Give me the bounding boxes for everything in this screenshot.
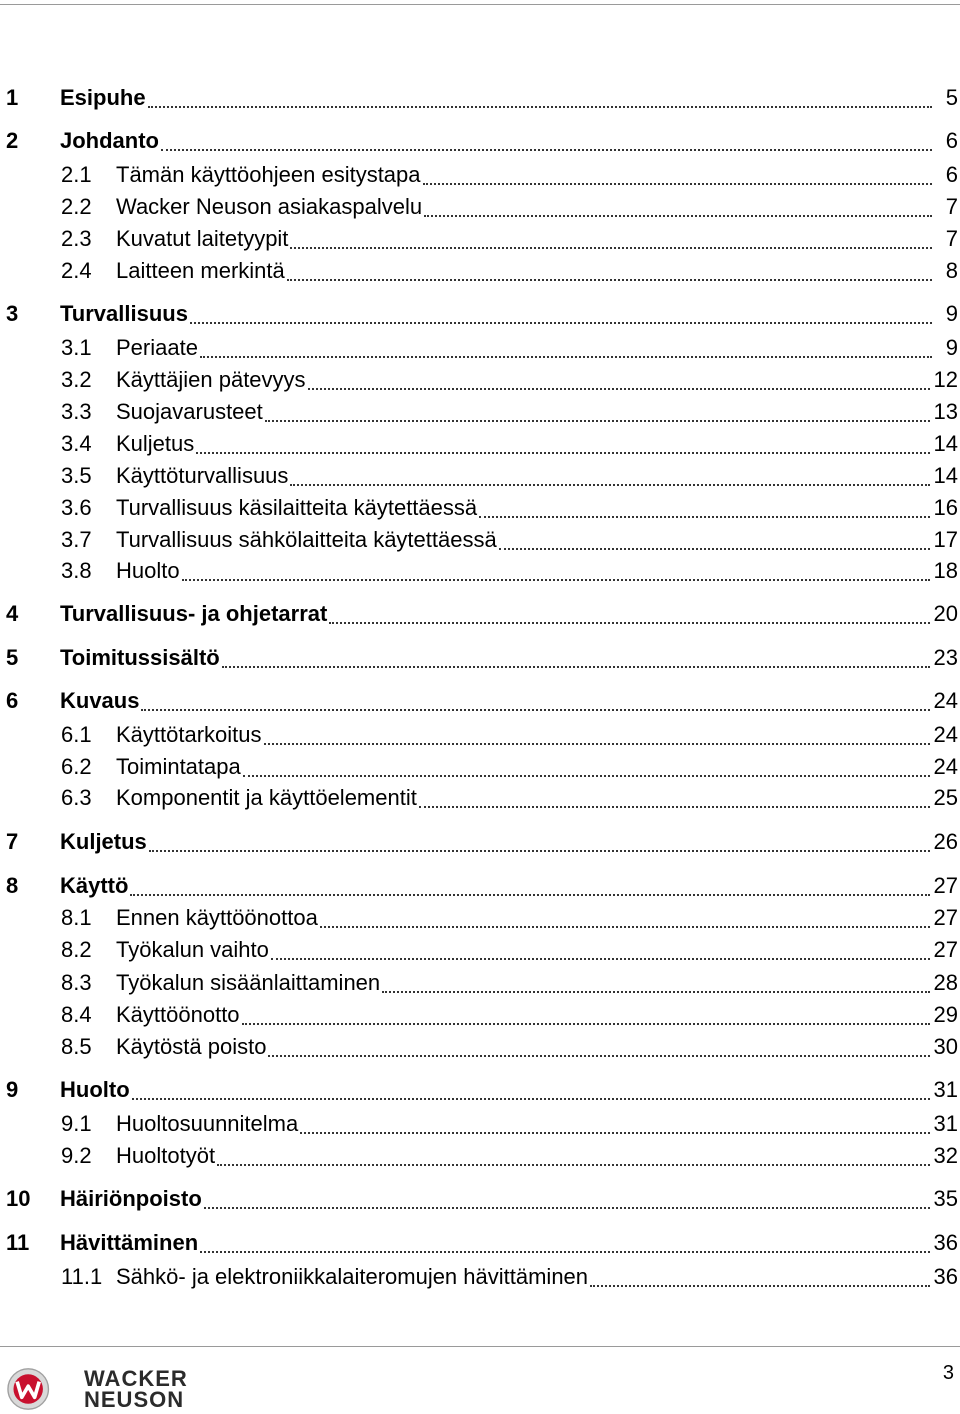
toc-entry-number: 9 (6, 1077, 19, 1102)
toc-entry[interactable] (0, 493, 960, 523)
toc-leader-dots (130, 872, 929, 896)
toc-entry-line (116, 334, 960, 362)
toc-entry-title: Kuvatut laitetyypit (116, 226, 289, 251)
toc-leader-dots (204, 1185, 930, 1209)
toc-entry-title: Laitteen merkintä (116, 258, 285, 283)
toc-entry[interactable] (0, 783, 960, 813)
toc-entry[interactable] (0, 752, 960, 782)
toc-entry-line (116, 936, 960, 964)
toc-entry-line (60, 644, 960, 672)
toc-entry[interactable] (0, 1109, 960, 1139)
toc-entry-number: 3.6 (61, 495, 92, 520)
toc-entry[interactable] (0, 1000, 960, 1030)
toc-entry-line (60, 600, 960, 628)
toc-entry[interactable] (0, 1075, 960, 1105)
toc-entry[interactable] (0, 643, 960, 673)
toc-entry-page: 9 (945, 335, 958, 360)
toc-entry-number: 3.8 (61, 558, 92, 583)
toc-entry-number: 2.1 (61, 162, 92, 187)
toc-leader-dots (308, 366, 930, 390)
toc-entry-page: 14 (933, 431, 958, 456)
brand-line-2: NEUSON (84, 1387, 185, 1412)
toc-entry[interactable] (0, 686, 960, 716)
toc-entry[interactable] (0, 935, 960, 965)
toc-entry-number: 2.3 (61, 226, 92, 251)
toc-leader-dots (423, 161, 932, 185)
toc-entry-number: 6 (6, 688, 19, 713)
toc-entry-title: Käyttö (60, 873, 129, 898)
toc-entry-page: 8 (945, 258, 958, 283)
toc-entry[interactable] (0, 461, 960, 491)
toc-leader-dots (300, 1110, 929, 1134)
toc-entry-title: Toimintatapa (116, 754, 241, 779)
toc-entry-line (116, 257, 960, 285)
toc-entry-title: Huoltosuunnitelma (116, 1111, 299, 1136)
toc-entry-title: Käytöstä poisto (116, 1034, 267, 1059)
toc-entry[interactable] (0, 827, 960, 857)
toc-entry-line (60, 687, 960, 715)
toc-entry-number: 8 (6, 873, 19, 898)
page-number: 3 (942, 1362, 954, 1384)
toc-entry-page: 27 (933, 873, 958, 898)
toc-entry[interactable] (0, 871, 960, 901)
toc-entry-number: 7 (6, 829, 19, 854)
toc-leader-dots (242, 1001, 930, 1025)
toc-leader-dots (329, 600, 929, 624)
toc-leader-dots (141, 687, 929, 711)
toc-entry[interactable] (0, 968, 960, 998)
toc-entry-number: 8.1 (61, 905, 92, 930)
toc-entry-line (116, 753, 960, 781)
toc-entry-title: Käyttäjien pätevyys (116, 367, 306, 392)
toc-leader-dots (265, 398, 930, 422)
toc-leader-dots (590, 1263, 929, 1287)
toc-leader-dots (290, 225, 932, 249)
toc-entry-title: Kuvaus (60, 688, 140, 713)
brand-wordmark (84, 1368, 188, 1410)
toc-leader-dots (479, 494, 929, 518)
toc-entry[interactable] (0, 256, 960, 286)
toc-entry-page: 31 (933, 1111, 958, 1136)
toc-entry-title: Sähkö- ja elektroniikkalaiteromujen hävittäminen (116, 1264, 589, 1289)
toc-entry-line (60, 1229, 960, 1257)
brand-line-1: WACKER (84, 1366, 188, 1391)
toc-entry-line (116, 721, 960, 749)
toc-entry-title: Käyttöönotto (116, 1002, 240, 1027)
toc-entry-page: 24 (933, 754, 958, 779)
toc-entry-number: 9.1 (61, 1111, 92, 1136)
toc-entry-page: 7 (945, 194, 958, 219)
toc-entry-number: 3.1 (61, 335, 92, 360)
toc-entry-page: 24 (933, 688, 958, 713)
toc-entry-number: 3 (6, 301, 19, 326)
toc-entry-line (60, 828, 960, 856)
toc-entry-title: Tämän käyttöohjeen esitystapa (116, 162, 421, 187)
toc-entry-line (116, 1263, 960, 1291)
toc-entry-number: 8.5 (61, 1034, 92, 1059)
toc-entry-title: Johdanto (60, 128, 159, 153)
toc-leader-dots (217, 1142, 929, 1166)
toc-entry-title: Wacker Neuson asiakaspalvelu (116, 194, 423, 219)
toc-entry-page: 12 (933, 367, 958, 392)
toc-entry-title: Käyttöturvallisuus (116, 463, 289, 488)
toc-entry[interactable] (0, 160, 960, 190)
toc-entry-title: Esipuhe (60, 85, 146, 110)
toc-entry-title: Toimitussisältö (60, 645, 220, 670)
toc-entry-page: 16 (933, 495, 958, 520)
toc-entry-line (116, 526, 960, 554)
toc-entry[interactable] (0, 1228, 960, 1258)
toc-entry[interactable] (0, 599, 960, 629)
top-rule (0, 4, 960, 5)
toc-entry-line (116, 784, 960, 812)
toc-entry-line (116, 1033, 960, 1061)
toc-leader-dots (419, 784, 930, 808)
toc-entry-page: 28 (933, 970, 958, 995)
toc-leader-dots (182, 557, 930, 581)
toc-leader-dots (222, 644, 930, 668)
toc-entry-page: 13 (933, 399, 958, 424)
toc-entry[interactable] (0, 1141, 960, 1171)
toc-entry[interactable] (0, 1032, 960, 1062)
toc-entry-number: 8.3 (61, 970, 92, 995)
toc-entry-line (60, 300, 960, 328)
toc-entry-title: Komponentit ja käyttöelementit (116, 785, 417, 810)
toc-entry-number: 11 (6, 1230, 30, 1255)
toc-entry-page: 25 (933, 785, 958, 810)
toc-entry-number: 6.2 (61, 754, 92, 779)
toc-entry-title: Turvallisuus (60, 301, 188, 326)
toc-leader-dots (290, 462, 929, 486)
toc-entry-title: Työkalun sisäänlaittaminen (116, 970, 381, 995)
toc-entry[interactable] (0, 903, 960, 933)
toc-entry-page: 24 (933, 722, 958, 747)
toc-entry-number: 3.2 (61, 367, 92, 392)
toc-entry[interactable] (0, 556, 960, 586)
toc-entry-page: 30 (933, 1034, 958, 1059)
toc-entry-number: 6.1 (61, 722, 92, 747)
toc-entry[interactable] (0, 1262, 960, 1292)
toc-entry-number: 2.4 (61, 258, 92, 283)
toc-entry-line (116, 225, 960, 253)
toc-entry-line (60, 1185, 960, 1213)
toc-leader-dots (200, 334, 932, 358)
toc-entry-line (60, 872, 960, 900)
toc-entry-page: 23 (933, 645, 958, 670)
toc-entry-title: Suojavarusteet (116, 399, 263, 424)
toc-entry-line (116, 1001, 960, 1029)
toc-entry-page: 7 (945, 226, 958, 251)
toc-entry-title: Kuljetus (116, 431, 195, 456)
toc-entry-page: 27 (933, 905, 958, 930)
toc-entry-page: 31 (933, 1077, 958, 1102)
toc-leader-dots (499, 526, 930, 550)
toc-entry-line (116, 1110, 960, 1138)
toc-entry-line (116, 904, 960, 932)
toc-entry-page: 26 (933, 829, 958, 854)
toc-entry-page: 32 (933, 1143, 958, 1168)
toc-entry-number: 10 (6, 1186, 31, 1211)
toc-entry-line (116, 494, 960, 522)
toc-entry-page: 20 (933, 601, 958, 626)
toc-leader-dots (149, 828, 930, 852)
toc-entry-line (116, 969, 960, 997)
toc-leader-dots (271, 936, 930, 960)
toc-entry-title: Huolto (60, 1077, 130, 1102)
toc-entry-title: Huolto (116, 558, 180, 583)
toc-entry-page: 27 (933, 937, 958, 962)
toc-entry-title: Turvallisuus sähkölaitteita käytettäessä (116, 527, 497, 552)
toc-entry-title: Periaate (116, 335, 198, 360)
toc-entry-page: 6 (945, 128, 958, 153)
toc-entry-line (116, 462, 960, 490)
toc-entry[interactable] (0, 83, 960, 113)
toc-entry-title: Käyttötarkoitus (116, 722, 262, 747)
toc-entry-page: 6 (945, 162, 958, 187)
toc-leader-dots (132, 1076, 930, 1100)
toc-entry[interactable] (0, 429, 960, 459)
toc-entry[interactable] (0, 720, 960, 750)
toc-leader-dots (243, 753, 930, 777)
toc-entry-title: Työkalun vaihto (116, 937, 269, 962)
toc-leader-dots (200, 1229, 929, 1253)
toc-entry-number: 5 (6, 645, 19, 670)
toc-entry-page: 14 (933, 463, 958, 488)
toc-entry-line (60, 1076, 960, 1104)
toc-entry-number: 1 (6, 85, 19, 110)
toc-entry-line (116, 161, 960, 189)
toc-leader-dots (190, 300, 932, 324)
toc-entry-number: 2 (6, 128, 19, 153)
toc-entry[interactable] (0, 1184, 960, 1214)
bottom-rule (0, 1346, 960, 1347)
toc-entry-title: Ennen käyttöönottoa (116, 905, 318, 930)
toc-entry-title: Hävittäminen (60, 1230, 199, 1255)
toc-leader-dots (196, 430, 929, 454)
toc-entry[interactable] (0, 126, 960, 156)
toc-entry-line (116, 398, 960, 426)
toc-entry-line (116, 430, 960, 458)
toc-entry-title: Huoltotyöt (116, 1143, 216, 1168)
toc-entry-number: 11.1 (61, 1264, 103, 1289)
toc-entry-number: 9.2 (61, 1143, 92, 1168)
toc-entry[interactable] (0, 525, 960, 555)
toc-entry-line (116, 1142, 960, 1170)
toc-entry-line (60, 127, 960, 155)
toc-entry-page: 17 (933, 527, 958, 552)
toc-entry-number: 3.7 (61, 527, 92, 552)
toc-entry-number: 3.5 (61, 463, 92, 488)
toc-leader-dots (268, 1033, 929, 1057)
toc-entry-page: 35 (933, 1186, 958, 1211)
toc-leader-dots (161, 127, 932, 151)
toc-entry[interactable] (0, 299, 960, 329)
toc-leader-dots (287, 257, 932, 281)
toc-entry-page: 36 (933, 1230, 958, 1255)
toc-entry-line (116, 557, 960, 585)
toc-entry-line (60, 84, 960, 112)
toc-entry-number: 8.2 (61, 937, 92, 962)
toc-leader-dots (320, 904, 930, 928)
toc-entry-title: Häiriönpoisto (60, 1186, 202, 1211)
toc-entry[interactable] (0, 397, 960, 427)
toc-entry-number: 4 (6, 601, 19, 626)
toc-entry-number: 8.4 (61, 1002, 92, 1027)
toc-entry-page: 9 (945, 301, 958, 326)
toc-leader-dots (424, 193, 932, 217)
toc-entry-title: Turvallisuus- ja ohjetarrat (60, 601, 328, 626)
toc-entry[interactable] (0, 224, 960, 254)
wacker-neuson-logo-icon (4, 1366, 80, 1412)
toc-entry-number: 3.4 (61, 431, 92, 456)
toc-entry-line (116, 193, 960, 221)
toc-entry-page: 18 (933, 558, 958, 583)
toc-leader-dots (264, 721, 930, 745)
toc-entry-number: 3.3 (61, 399, 92, 424)
toc-entry-title: Turvallisuus käsilaitteita käytettäessä (116, 495, 478, 520)
toc-entry-number: 6.3 (61, 785, 92, 810)
toc-entry-number: 2.2 (61, 194, 92, 219)
toc-entry-page: 36 (933, 1264, 958, 1289)
toc-entry-page: 5 (945, 85, 958, 110)
toc-leader-dots (148, 84, 932, 108)
toc-entry-title: Kuljetus (60, 829, 147, 854)
toc-entry-line (116, 366, 960, 394)
toc-entry[interactable] (0, 192, 960, 222)
toc-entry-page: 29 (933, 1002, 958, 1027)
toc-entry[interactable] (0, 333, 960, 363)
toc-entry[interactable] (0, 365, 960, 395)
toc-leader-dots (382, 969, 929, 993)
